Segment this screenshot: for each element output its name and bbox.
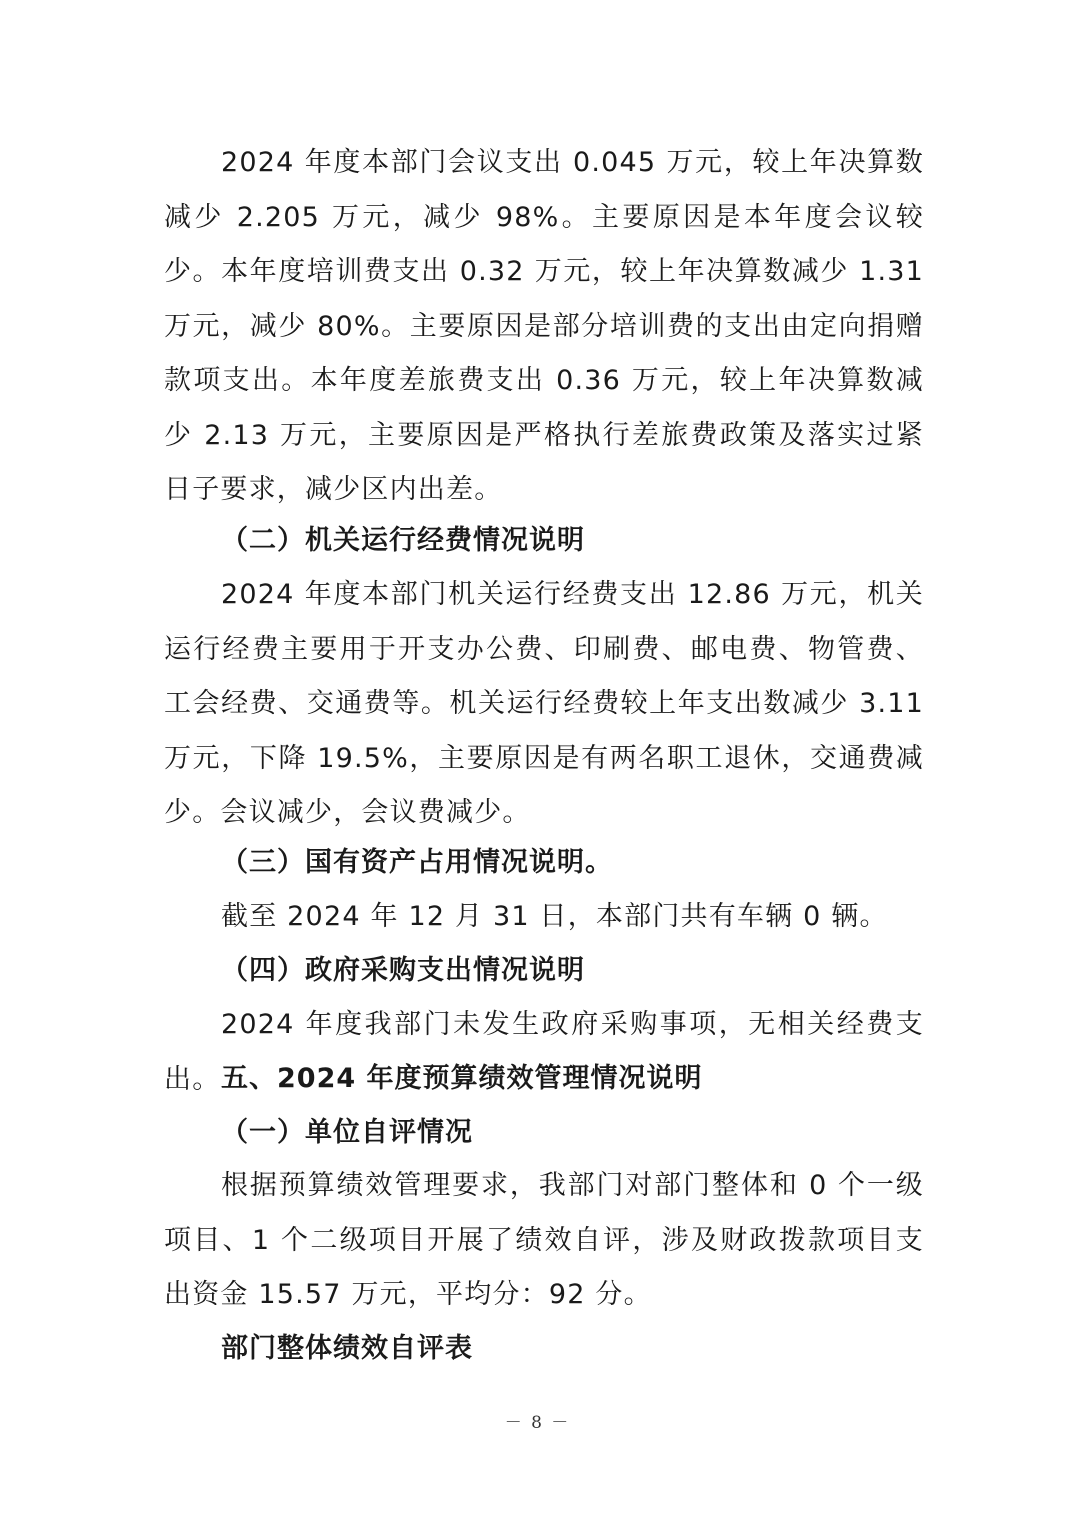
page-number: － 8 － — [504, 1413, 571, 1433]
heading-self-evaluation: （一）单位自评情况 — [221, 1117, 473, 1148]
heading-evaluation-table: 部门整体绩效自评表 — [221, 1333, 473, 1364]
heading-state-assets: （三）国有资产占用情况说明。 — [221, 847, 613, 878]
heading-government-procurement: （四）政府采购支出情况说明 — [221, 955, 585, 986]
paragraph-self-evaluation: 根据预算绩效管理要求，我部门对部门整体和 0 个一级项目、1 个二级项目开展了绩效自评，涉及财政拨款项目支出资金 15.57 万元，平均分：92 分。 — [164, 1170, 924, 1310]
heading-office-operating-expenses: （二）机关运行经费情况说明 — [221, 525, 585, 556]
paragraph-government-procurement: 2024 年度我部门未发生政府采购事项，无相关经费支出。 — [164, 1009, 924, 1095]
heading-section-five: 五、2024 年度预算绩效管理情况说明 — [221, 1063, 703, 1094]
paragraph-conference-training-travel: 2024 年度本部门会议支出 0.045 万元，较上年决算数减少 2.205 万元，减少 98%。主要原因是本年度会议较少。本年度培训费支出 0.32 万元，较上年决算数减少 1.31 万元，减少 80%。主要原因是部分培训费的支出由定向捐赠款项支出。本年度差旅费支出 0.36 万元，较上年决算数减少 2.13 万元，主要原因是严格执行差旅费政策及落实过紧日子要求，减少区内出差。 — [164, 147, 924, 505]
paragraph-state-assets: 截至 2024 年 12 月 31 日，本部门共有车辆 0 辆。 — [221, 901, 888, 932]
paragraph-office-operating-expenses: 2024 年度本部门机关运行经费支出 12.86 万元，机关运行经费主要用于开支办公费、印刷费、邮电费、物管费、工会经费、交通费等。机关运行经费较上年支出数减少 3.11 万元，下降 19.5%，主要原因是有两名职工退休，交通费减少。会议减少，会议费减少。 — [164, 579, 924, 828]
